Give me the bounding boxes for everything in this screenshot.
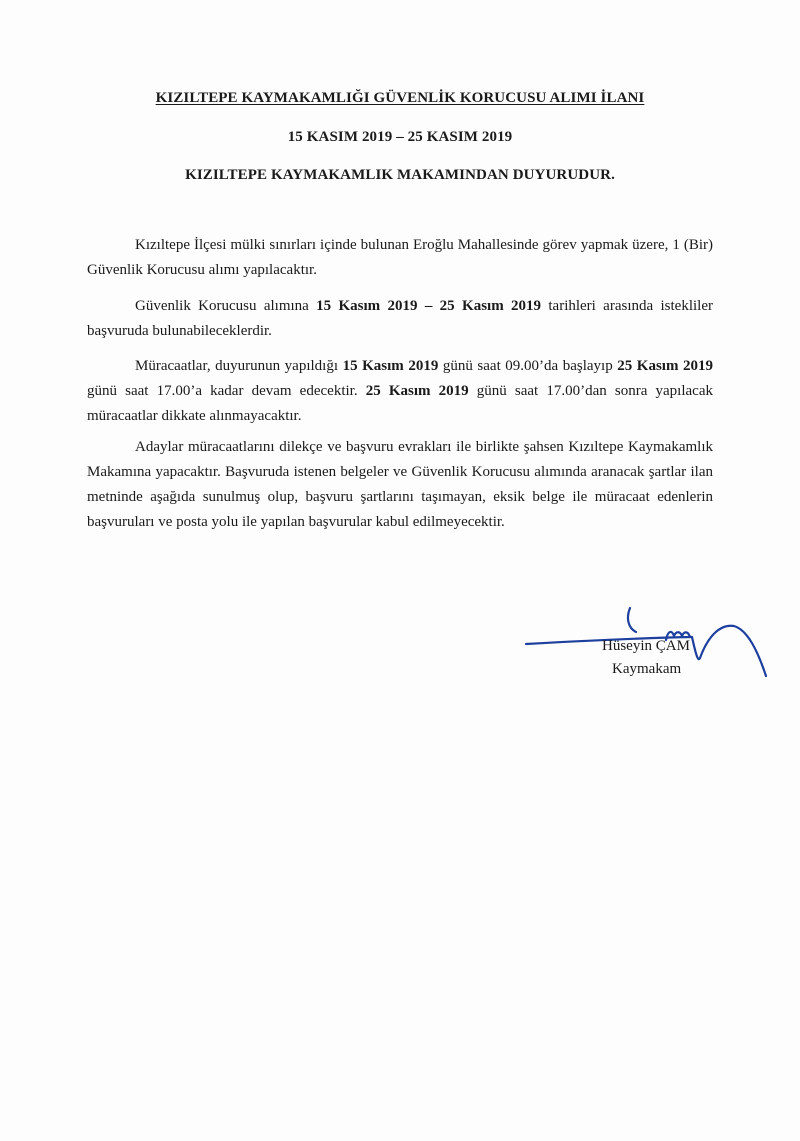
text-span: günü saat 09.00’da başlayıp	[438, 358, 618, 374]
paragraph-application-hours	[87, 354, 713, 429]
date-range-heading: 15 KASIM 2019 – 25 KASIM 2019	[287, 129, 513, 145]
paragraph-application-rules	[87, 435, 713, 535]
bold-end-date: 25 Kasım 2019	[617, 358, 714, 374]
bold-end-date: 25 Kasım 2019	[365, 383, 469, 399]
text-span: Müracaatlar, duyurunun yapıldığı	[135, 358, 343, 374]
text-span: Güvenlik Korucusu alımına	[135, 298, 317, 314]
bold-start-date: 15 Kasım 2019	[342, 358, 439, 374]
paragraph-application-rules-text: Adaylar müracaatlarını dilekçe ve başvuru evrakları ile birlikte şahsen Kızıltepe Kaymakamlık Makamına yapacaktır. Başvuruda istenen belgeler ve Güvenlik Korucusu alımında aranacak şartlar ilan metninde aşağıda sunulmuş olup, başvuru şartlarını taşımayan, eksik belge ile müracaat edenlerin başvuruları ve posta yolu ile yapılan başvurular kabul edilmeyecektir.	[87, 439, 713, 530]
paragraph-location	[87, 233, 713, 283]
text-span: tarihleri arasında istekliler başvuruda bulunabileceklerdir.	[87, 298, 713, 339]
announcement-subtitle: KIZILTEPE KAYMAKAMLIK MAKAMINDAN DUYURUDUR.	[185, 167, 615, 183]
signatory-title: Kaymakam	[612, 661, 682, 677]
document-title: KIZILTEPE KAYMAKAMLIĞI GÜVENLİK KORUCUSU ALIMI İLANI	[155, 90, 645, 106]
bold-date-range: 15 Kasım 2019 – 25 Kasım 2019	[316, 298, 542, 314]
text-span: günü saat 17.00’dan sonra yapılacak müracaatlar dikkate alınmayacaktır.	[87, 383, 713, 424]
paragraph-location-text: Kızıltepe İlçesi mülki sınırları içinde bulunan Eroğlu Mahallesinde görev yapmak üzere, 1 (Bir) Güvenlik Korucusu alımı yapılacaktır.	[87, 237, 713, 278]
paragraph-application-period	[87, 294, 713, 344]
text-span: günü saat 17.00’a kadar devam edecektir.	[87, 383, 366, 399]
signatory-name: Hüseyin ÇAM	[602, 638, 690, 654]
